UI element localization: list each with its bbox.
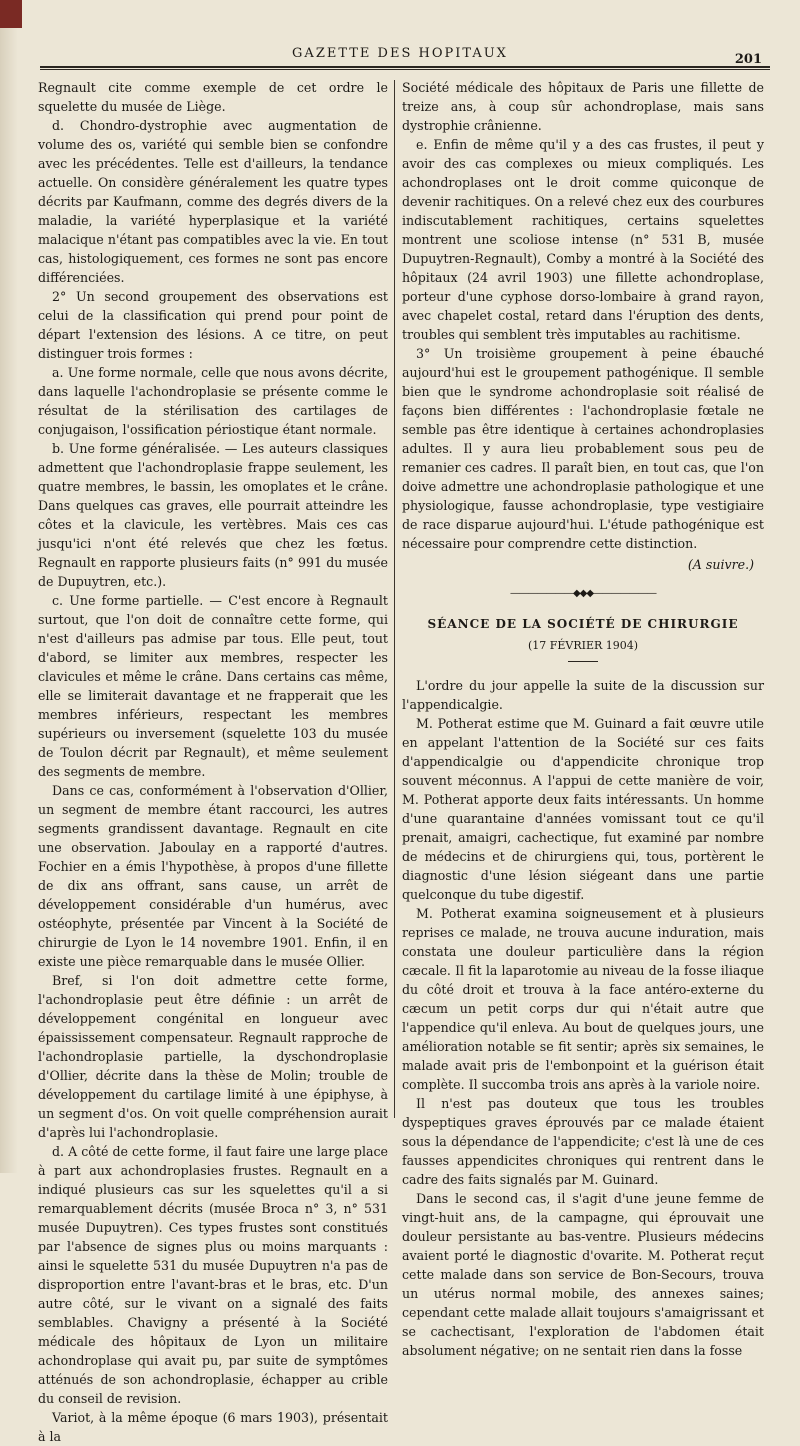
- paragraph: M. Potherat estime que M. Guinard a fait œuvre utile en appelant l'attention de la Société sur ces faits d'appendicalgie ou d'appendicite chronique trop souvent méconnus. A l'appui de cette manière de voir, M. Potherat apporte deux faits intéressants. Un homme d'une quarantaine d'années vomissant tout ce qu'il prenait, amaigri, cachectique, fut examiné par nombre de médecins et de chirurgiens qui, tous, portèrent le diagnostic d'une lésion siégeant dans une partie quelconque du tube digestif.: [402, 716, 764, 902]
- paragraph: Dans le second cas, il s'agit d'une jeune femme de vingt-huit ans, de la campagne, qui éprouvait une douleur persistante au bas-ventre. Plusieurs médecins avaient porté le diagnostic d'ovarite. M. Potherat reçut cette malade dans son service de Bon-Secours, trouva un utérus normal mobile, des annexes saines; cependant cette malade allait toujours s'amaigrissant et se cachectisant, l'exploration de l'abdomen était absolument négative; on ne sentait rien dans la fosse: [402, 1191, 764, 1358]
- paragraph: Il n'est pas douteux que tous les troubles dyspeptiques graves éprouvés par ce malade étaient sous la dépendance de l'appendicite; c'est là une de ces fausses appendicites chroniques qui rentrent dans le cadre des faits signalés par M. Guinard.: [402, 1096, 764, 1187]
- paragraph: 2° Un second groupement des observations est celui de la classification qui prend pour point de départ l'extension des lésions. A ce titre, on peut distinguer trois formes :: [38, 289, 388, 361]
- paragraph: M. Potherat examina soigneusement et à plusieurs reprises ce malade, ne trouva aucune induration, mais constata une douleur particulière dans la région cæcale. Il fit la laparotomie au niveau de la fosse iliaque du côté droit et trouva à la face antéro-externe du cæcum un petit corps dur qui n'était autre que l'appendice qu'il enleva. Au bout de quelques jours, une amélioration notable se fit sentir; après six semaines, le malade avait pris de l'embonpoint et la guérison était complète. Il succomba trois ans après à la variole noire.: [402, 906, 764, 1092]
- paragraph: d. A côté de cette forme, il faut faire une large place à part aux achondroplasies frustes. Regnault en a indiqué plusieurs cas sur les squelettes qu'il a si remarquablement décrits (musée Broca n° 3, n° 531 musée Dupuytren). Ces types frustes sont constitués par l'absence de signes plus ou moins marquants : ainsi le squelette 531 du musée Dupuytren n'a pas de disproportion entre l'avant-bras et le bras, etc. D'un autre côté, sur le vivant on a signalé des faits semblables. Chavigny a présenté à la Société médicale des hôpitaux de Lyon un militaire achondroplase qui avait pu, par suite de symptômes atténués de son achondroplasie, échapper au crible du conseil de revision.: [38, 1144, 388, 1406]
- paragraph: d. Chondro-dystrophie avec augmentation de volume des os, variété qui semble bien se confondre avec les précédentes. Telle est d'ailleurs, la tendance actuelle. On considère généralement les quatre types décrits par Kaufmann, comme des degrés divers de la maladie, la variété hyperplasique et la variété malacique n'étant pas compatibles avec la vie. En tout cas, histologiquement, ces formes ne sont pas encore différenciées.: [38, 118, 388, 285]
- corner-tab: [0, 0, 22, 28]
- left-column: [38, 78, 388, 1444]
- paragraph: Bref, si l'on doit admettre cette forme, l'achondroplasie peut être définie : un arrêt de développement congénital en longueur avec épaississement compensateur. Regnault rapproche de l'achondroplasie partielle, la dyschondroplasie d'Ollier, décrite dans la thèse de Molin; trouble de développement du cartilage limité à une épiphyse, à un segment d'os. On voit quelle compréhension aurait d'après lui l'achondroplasie.: [38, 973, 388, 1140]
- paragraph: Regnault cite comme exemple de cet ordre le squelette du musée de Liège.: [38, 80, 388, 114]
- paragraph: Dans ce cas, conformément à l'observation d'Ollier, un segment de membre étant raccourci, les autres segments grandissent davantage. Regnault en cite une observation. Jaboulay en a rapporté d'autres. Fochier en a émis l'hypothèse, à propos d'une fillette de dix ans offrant, sans cause, un arrêt de développement considérable d'un humérus, avec ostéophyte, présentée par Vincent à la Société de chirurgie de Lyon le 14 novembre 1901. Enfin, il en existe une pièce remarquable dans le musée Ollier.: [38, 783, 388, 969]
- header-rule: [40, 66, 770, 70]
- section-title: SÉANCE DE LA SOCIÉTÉ DE CHIRURGIE: [427, 617, 739, 631]
- to-be-continued: (A suivre.): [687, 557, 754, 572]
- right-column: [402, 78, 764, 1358]
- journal-title: GAZETTE DES HOPITAUX: [292, 46, 508, 61]
- paragraph: e. Enfin de même qu'il y a des cas frustes, il peut y avoir des cas complexes ou mieux compliqués. Les achondroplases ont le droit comme quiconque de devenir rachitiques. On a relevé chez eux des courbures indiscutablement rachitiques, certains squelettes montrent une scoliose intense (n° 531 B, musée Dupuytren-Regnault), Comby a montré à la Société des hôpitaux (24 avril 1903) une fillette achondroplase, porteur d'une cyphose dorso-lombaire à grand rayon, avec chapelet costal, retard dans l'éruption des dents, troubles qui semblent très imputables au rachitisme.: [402, 137, 764, 342]
- column-divider: [394, 80, 395, 1118]
- paragraph: 3° Un troisième groupement à peine ébauché aujourd'hui est le groupement pathogénique. Il semble bien que le syndrome achondroplasie soit réalisé de façons bien différentes : l'achondroplasie fœtale ne semble pas être identique à certaines achondroplasies adultes. Il y aura lieu probablement sous peu de remanier ces cadres. Il paraît bien, en tout cas, que l'on doive admettre une achondroplasie pathologique et une physiologique, fausse achondroplasie, type vestigiaire de race disparue aujourd'hui. L'étude pathogénique est nécessaire pour comprendre cette distinction.: [402, 346, 764, 551]
- paragraph: a. Une forme normale, celle que nous avons décrite, dans laquelle l'achondroplasie se présente comme le résultat de la stérilisation des cartilages de conjugaison, l'ossification périostique étant normale.: [38, 365, 388, 437]
- page-number: 201: [734, 52, 762, 67]
- ornamental-divider: ———————◆◆◆———————: [509, 588, 657, 599]
- page-header: [30, 40, 770, 70]
- paragraph: c. Une forme partielle. — C'est encore à Regnault surtout, que l'on doit de connaître cette forme, qui n'est d'ailleurs pas admise par tous. Elle peut, tout d'abord, se limiter aux membres, respecter les clavicules et même le crâne. Dans certains cas même, elle se limiterait davantage et ne frapperait que les membres inférieurs, respectant les membres supérieurs ou inversement (squelette 103 du musée de Toulon décrit par Regnault), et même seulement des segments de membre.: [38, 593, 388, 779]
- paragraph: b. Une forme généralisée. — Les auteurs classiques admettent que l'achondroplasie frappe seulement, les quatre membres, le bassin, les omoplates et le crâne. Dans quelques cas graves, elle pourrait atteindre les côtes et la clavicule, les vertèbres. Mais ces cas jusqu'ici n'ont été relevés que chez les fœtus. Regnault en rapporte plusieurs faits (n° 991 du musée de Dupuytren, etc.).: [38, 441, 388, 589]
- section-rule: [568, 661, 598, 662]
- section-date: (17 FÉVRIER 1904): [527, 639, 639, 652]
- paragraph: Société médicale des hôpitaux de Paris une fillette de treize ans, à coup sûr achondroplase, mais sans dystrophie crânienne.: [402, 80, 764, 133]
- paragraph: L'ordre du jour appelle la suite de la discussion sur l'appendicalgie.: [402, 678, 764, 712]
- paragraph: Variot, à la même époque (6 mars 1903), présentait à la: [38, 1410, 388, 1444]
- page-edge: [0, 0, 18, 1173]
